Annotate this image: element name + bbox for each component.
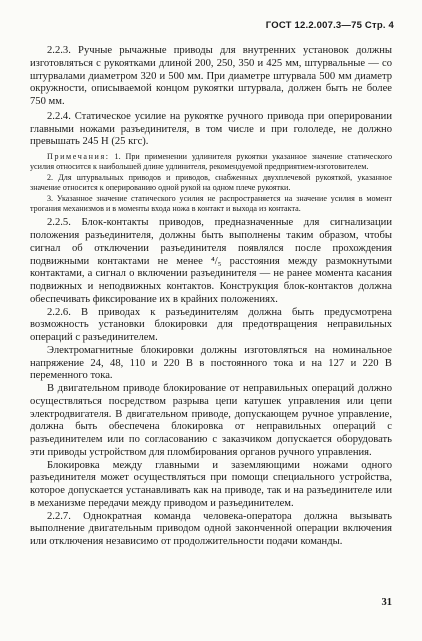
note-1-text: 1. При применении удлинителя рукоятки указанное значение статического усилия относится к наибольшей длине удлинителя, рекомендуемой предприятием-изготовителем. (30, 152, 392, 172)
paragraph-2-2-5: 2.2.5. Блок-контакты приводов, предназначенные для сигнализации положения разъединителя, должны быть выполнены таким образом, чтобы сигнал об отключении разъединителя появлялся после прохождения подвижными контактами не менее ⁴/₅ расстояния между размокнутыми контактами, а сигнал о включении разъединителя — не ранее момента касания подвижных и неподвижных контактов. Конструкция блок-контактов должна обеспечивать фиксирование их в крайних положениях. (30, 217, 392, 305)
paragraph-electromagnetic-blocking: Электромагнитные блокировки должны изготовляться на номинальное напряжение 24, 48, 110 и 220 В в постоянного тока и на 127 и 220 В переменного тока. (30, 344, 392, 382)
page-header: ГОСТ 12.2.007.3—75 Стр. 4 (265, 20, 394, 31)
note-1 (30, 152, 392, 173)
paragraph-motor-drive-blocking: В двигательном приводе блокирование от неправильных операций должно осуществляться посредством разрыва цепи катушек управления или цепи электродвигателя. В двигательном приводе, допускающем ручное управление, должна быть обеспечена блокировка от неправильных операций с разъединителем или по согласованию с заказчиком допускается оборудовать эти приводы устройством для пломбирования органов ручного управления. (30, 383, 392, 458)
notes-heading: Примечания: (47, 152, 110, 161)
paragraph-2-2-6: 2.2.6. В приводах к разъединителям должна быть предусмотрена возможность установки блокировки для предотвращения неправильных операций с разъединителем. (30, 306, 392, 344)
page-number: 31 (381, 597, 392, 608)
document-body (30, 45, 392, 549)
notes-block (30, 152, 392, 214)
paragraph-2-2-4: 2.2.4. Статическое усилие на рукоятке ручного привода при оперировании главными ножами разъединителя, в том числе и при гололеде, не должно превышать 245 Н (25 кгс). (30, 110, 392, 148)
paragraph-grounding-blocking: Блокировка между главными и заземляющими ножами одного разъединителя может осуществляться при помощи специального устройства, которое допускается устанавливать как на приводе, так и на разъединителе или в механизме передачи между приводом и разъединителем. (30, 459, 392, 509)
paragraph-2-2-3: 2.2.3. Ручные рычажные приводы для внутренних установок должны изготовляться с рукоятками длиной 200, 250, 350 и 425 мм, штурвальные — со штурвалами диаметром 320 и 500 мм. При диаметре штурвала 500 мм диаметр окружности, описываемой концом рукоятки штурвала, должен быть не более 750 мм. (30, 45, 392, 107)
paragraph-2-2-7: 2.2.7. Однократная команда человека-оператора должна вызывать выполнение двигательным приводом одной законченной операции включения или отключения независимо от продолжительности подачи команды. (30, 510, 392, 548)
note-3: 3. Указанное значение статического усилия не распространяется на значение усилия в момент трогания механизмов и в моменты входа ножа в контакт и выхода из контакта. (30, 193, 392, 214)
note-2: 2. Для штурвальных приводов и приводов, снабженных двухплечевой рукояткой, указанное значение относится к оперированию одной рукой на одном плече рукоятки. (30, 172, 392, 193)
